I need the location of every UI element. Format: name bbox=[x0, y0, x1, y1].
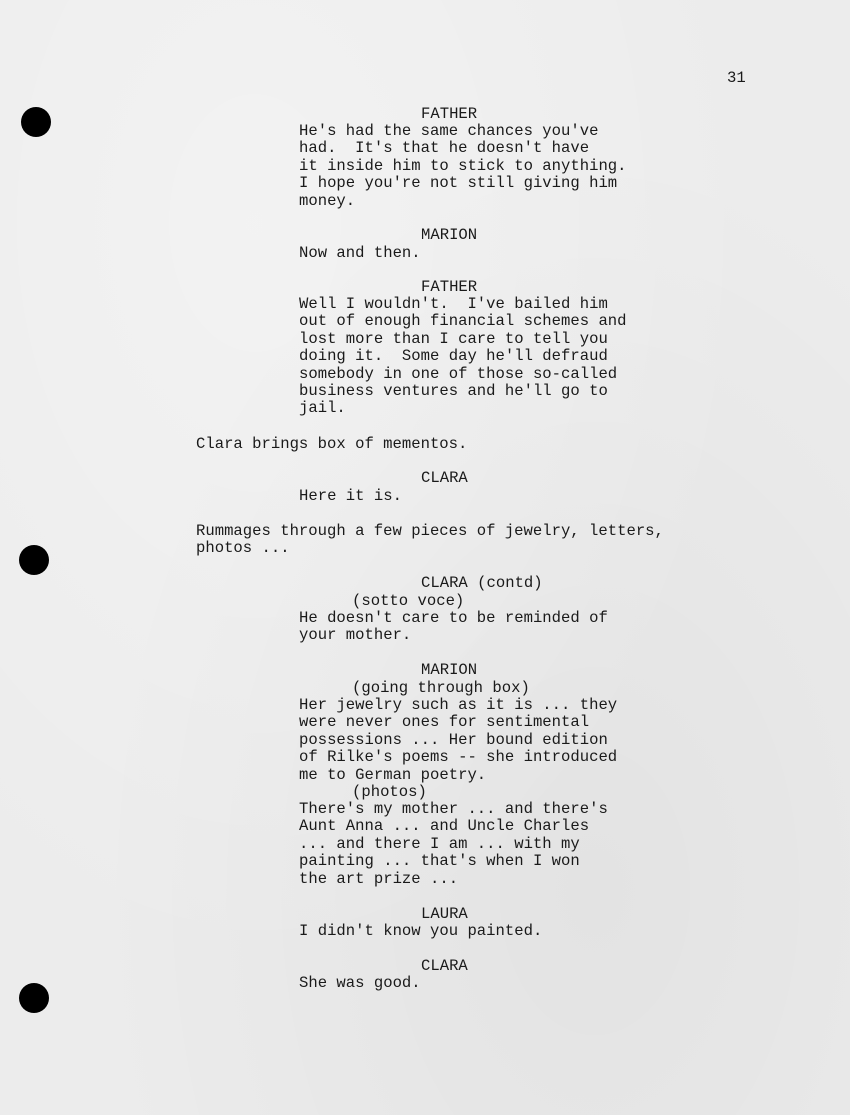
parenthetical-line: (photos) bbox=[352, 783, 427, 801]
dialogue-line: it inside him to stick to anything. bbox=[299, 156, 627, 175]
character-line: FATHER bbox=[421, 105, 478, 123]
punch-hole-middle bbox=[19, 545, 49, 575]
character-line: CLARA bbox=[421, 469, 468, 487]
parenthetical-line: (going through box) bbox=[352, 679, 530, 697]
dialogue-line: Here it is. bbox=[299, 487, 402, 505]
action-line: photos ... bbox=[196, 539, 290, 558]
dialogue-line: He's had the same chances you've bbox=[299, 122, 599, 140]
dialogue-line: ... and there I am ... with my bbox=[299, 834, 580, 853]
dialogue-line: I hope you're not still giving him bbox=[299, 174, 618, 193]
dialogue-line: somebody in one of those so-called bbox=[299, 364, 618, 383]
parenthetical-line: (sotto voce) bbox=[352, 592, 465, 610]
dialogue-line: jail. bbox=[299, 399, 346, 418]
dialogue-line: had. It's that he doesn't have bbox=[299, 139, 590, 158]
dialogue-line: of Rilke's poems -- she introduced bbox=[299, 748, 618, 767]
dialogue-line: the art prize ... bbox=[299, 869, 459, 888]
dialogue-line: She was good. bbox=[299, 974, 421, 992]
character-line: MARION bbox=[421, 226, 478, 244]
dialogue-line: Now and then. bbox=[299, 244, 421, 262]
character-line: FATHER bbox=[421, 278, 478, 296]
dialogue-line: money. bbox=[299, 191, 356, 210]
action-line: Clara brings box of mementos. bbox=[196, 435, 468, 453]
dialogue-line: out of enough financial schemes and bbox=[299, 312, 627, 331]
action-line: Rummages through a few pieces of jewelry, letters, bbox=[196, 522, 664, 540]
dialogue-line: Well I wouldn't. I've bailed him bbox=[299, 295, 608, 313]
dialogue-line: doing it. Some day he'll defraud bbox=[299, 347, 608, 366]
dialogue-line: your mother. bbox=[299, 626, 412, 645]
dialogue-line: Aunt Anna ... and Uncle Charles bbox=[299, 817, 590, 836]
character-line: LAURA bbox=[421, 905, 468, 923]
punch-hole-bottom bbox=[19, 983, 49, 1013]
character-line: CLARA (contd) bbox=[421, 574, 543, 592]
page-number: 31 bbox=[727, 69, 746, 87]
dialogue-line: me to German poetry. bbox=[299, 765, 487, 784]
character-line: MARION bbox=[421, 661, 478, 679]
dialogue-line: possessions ... Her bound edition bbox=[299, 730, 608, 749]
dialogue-line: painting ... that's when I won bbox=[299, 852, 580, 871]
punch-hole-top bbox=[21, 107, 51, 137]
dialogue-line: He doesn't care to be reminded of bbox=[299, 609, 608, 627]
dialogue-line: Her jewelry such as it is ... they bbox=[299, 696, 618, 714]
dialogue-line: lost more than I care to tell you bbox=[299, 329, 608, 348]
dialogue-line: were never ones for sentimental bbox=[299, 713, 590, 732]
dialogue-line: I didn't know you painted. bbox=[299, 922, 543, 940]
dialogue-line: business ventures and he'll go to bbox=[299, 382, 608, 400]
dialogue-line: There's my mother ... and there's bbox=[299, 800, 608, 818]
character-line: CLARA bbox=[421, 957, 468, 975]
